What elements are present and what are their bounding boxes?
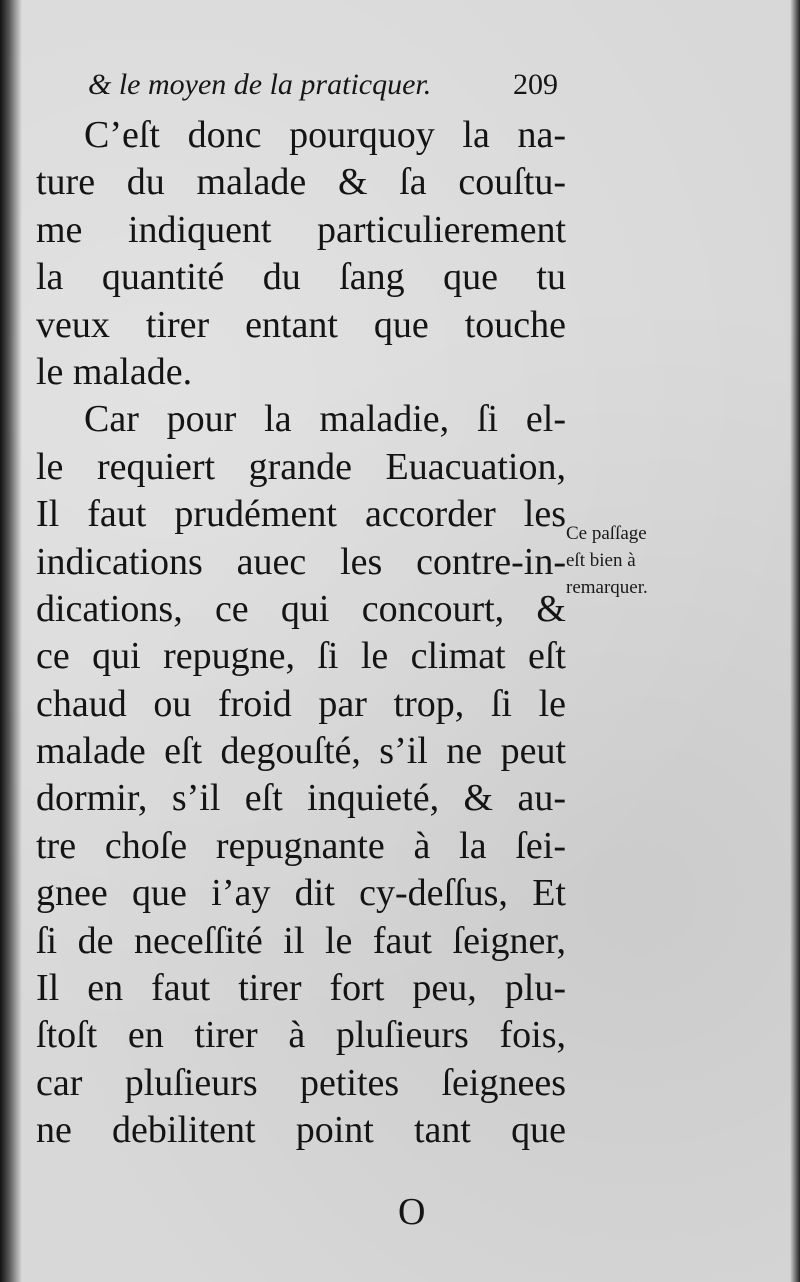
signature-mark: O: [398, 1191, 426, 1233]
margin-note-line: Ce paſſage: [566, 523, 647, 544]
text-line: ſi de neceſſité il le faut ſeigner,: [36, 919, 566, 962]
text-line: chaud ou froid par trop, ſi le: [36, 682, 566, 725]
running-title: & le moyen de la praticquer.: [88, 68, 432, 101]
text-line: ne debilitent point tant que: [36, 1109, 566, 1152]
marginal-note: [566, 520, 696, 601]
page-edge-shadow: [790, 0, 800, 1282]
gutter-shadow: [0, 0, 22, 1282]
text-line: indications auec les contre-in-: [36, 540, 566, 583]
text-line: le malade.: [36, 350, 193, 393]
text-line: gnee que i’ay dit cy-deſſus, Et: [36, 872, 566, 915]
text-line: me indiquent particulierement: [36, 208, 566, 251]
text-line: C’eſt donc pourquoy la na-: [84, 114, 566, 156]
text-line: dormir, s’il eſt inquieté, & au-: [36, 777, 566, 820]
text-line: le requiert grande Euacuation,: [36, 445, 566, 488]
text-line: Il en faut tirer fort peu, plu-: [36, 967, 566, 1010]
text-line: ſtoſt en tirer à pluſieurs fois,: [36, 1014, 566, 1057]
text-line: ture du malade & ſa couſtu-: [36, 161, 566, 204]
text-line: Il faut prudément accorder les: [36, 493, 566, 536]
page-header: [88, 68, 558, 108]
text-line: Car pour la maladie, ſi el-: [84, 398, 566, 441]
text-line: dications, ce qui concourt, &: [36, 587, 566, 630]
margin-note-line: remarquer.: [566, 577, 648, 598]
text-line: la quantité du ſang que tu: [36, 256, 566, 299]
page-number: 209: [513, 68, 558, 101]
text-line: car pluſieurs petites ſeignees: [36, 1061, 566, 1104]
main-text-block: [36, 112, 566, 1155]
text-line: veux tirer entant que touche: [36, 303, 566, 346]
text-line: malade eſt degouſté, s’il ne peut: [36, 730, 566, 773]
text-line: tre choſe repugnante à la ſei-: [36, 824, 566, 867]
margin-note-line: eſt bien à: [566, 550, 636, 571]
text-line: ce qui repugne, ſi le climat eſt: [36, 635, 566, 678]
